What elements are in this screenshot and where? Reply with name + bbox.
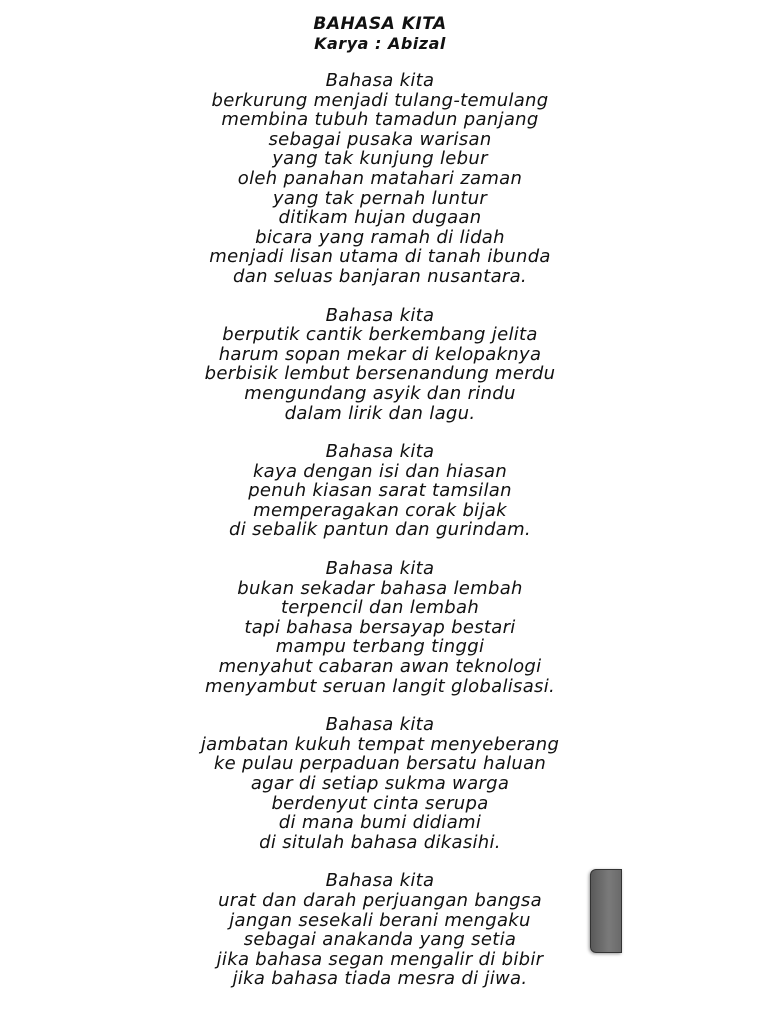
poem-line: Bahasa kita — [325, 870, 435, 892]
poem-line: mampu terbang tinggi — [275, 636, 485, 658]
poem-line: di mana bumi didiami — [278, 812, 482, 834]
poem-line: jika bahasa tiada mesra di jiwa. — [232, 968, 528, 990]
poem — [0, 14, 760, 1008]
poem-title: BAHASA KITA — [313, 14, 447, 34]
poem-line: berbisik lembut bersenandung merdu — [204, 363, 556, 385]
poem-line: memperagakan corak bijak — [253, 499, 507, 521]
poem-line: jangan sesekali berani mengaku — [229, 909, 531, 931]
poem-author: Karya : Abizal — [314, 34, 446, 53]
poem-line: mengundang asyik dan rindu — [244, 382, 516, 404]
poem-line: jambatan kukuh tempat menyeberang — [200, 733, 560, 755]
poem-line: jika bahasa segan mengalir di bibir — [216, 948, 544, 970]
poem-line: berkurung menjadi tulang-temulang — [211, 89, 549, 111]
poem-line: menjadi lisan utama di tanah ibunda — [209, 246, 551, 268]
poem-line: Bahasa kita — [325, 558, 435, 580]
poem-line: Bahasa kita — [325, 441, 435, 463]
stanza-4 — [0, 559, 760, 696]
poem-line: berputik cantik berkembang jelita — [222, 324, 538, 346]
poem-line: terpencil dan lembah — [280, 597, 480, 619]
poem-line: harum sopan mekar di kelopaknya — [218, 343, 542, 365]
poem-line: di situlah bahasa dikasihi. — [259, 831, 501, 853]
stanza-2 — [0, 306, 760, 424]
poem-line: penuh kiasan sarat tamsilan — [248, 480, 512, 502]
poem-line: kaya dengan isi dan hiasan — [252, 460, 508, 482]
poem-line: bicara yang ramah di lidah — [255, 226, 505, 248]
poem-line: oleh panahan matahari zaman — [237, 167, 523, 189]
poem-line: urat dan darah perjuangan bangsa — [218, 889, 542, 911]
poem-line: Bahasa kita — [325, 714, 435, 736]
poem-line: sebagai pusaka warisan — [268, 128, 492, 150]
poem-line: sebagai anakanda yang setia — [243, 929, 517, 951]
poem-line: di sebalik pantun dan gurindam. — [229, 519, 531, 541]
poem-line: Bahasa kita — [325, 70, 435, 91]
poem-line: ke pulau perpaduan bersatu haluan — [213, 753, 547, 775]
poem-line: yang tak kunjung lebur — [272, 148, 488, 170]
poem-line: ditikam hujan dugaan — [278, 207, 482, 229]
poem-line: menyambut seruan langit globalisasi. — [204, 675, 556, 697]
stanza-6 — [0, 871, 760, 989]
poem-line: berdenyut cinta serupa — [271, 792, 489, 814]
poem-line: dalam lirik dan lagu. — [284, 402, 476, 424]
side-panel-handle[interactable] — [590, 869, 622, 953]
poem-line: yang tak pernah luntur — [272, 187, 488, 209]
poem-line: Bahasa kita — [325, 304, 435, 326]
stanza-1 — [0, 71, 760, 287]
poem-line: dan seluas banjaran nusantara. — [233, 265, 527, 287]
stanza-5 — [0, 715, 760, 852]
poem-line: menyahut cabaran awan teknologi — [218, 656, 542, 678]
poem-line: agar di setiap sukma warga — [250, 773, 510, 794]
poem-line: tapi bahasa bersayap bestari — [244, 616, 516, 638]
poem-line: bukan sekadar bahasa lembah — [237, 577, 523, 599]
stanza-3 — [0, 442, 760, 540]
poem-line: membina tubuh tamadun panjang — [221, 109, 539, 131]
